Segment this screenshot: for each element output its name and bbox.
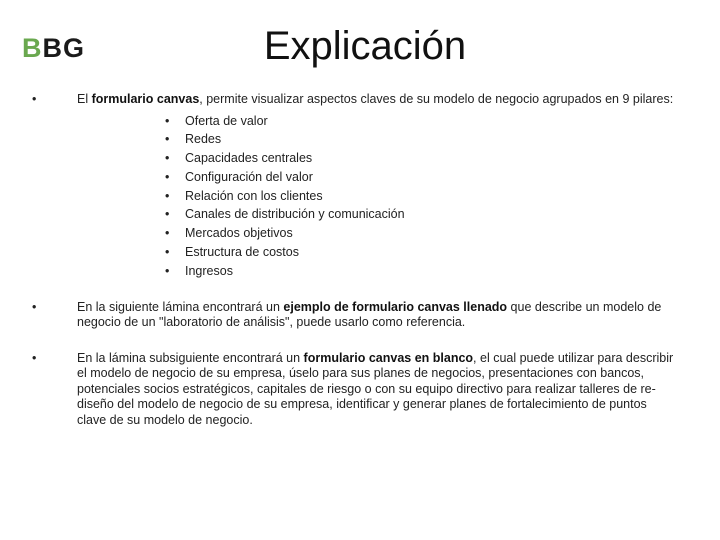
list-item — [165, 224, 677, 243]
blank-form-paragraph — [32, 351, 677, 429]
logo-letters: BG — [42, 33, 85, 63]
example-text-pre: En la siguiente lámina encontrará un — [77, 299, 284, 314]
intro-paragraph — [32, 92, 677, 281]
bullet-icon: • — [165, 263, 170, 278]
bullet-icon: • — [165, 188, 170, 203]
list-item — [165, 149, 677, 168]
list-item — [165, 112, 677, 131]
pillars-list — [77, 112, 677, 281]
intro-text-post: , permite visualizar aspectos claves de su modelo de negocio agrupados en 9 pilares: — [199, 92, 674, 106]
bullet-icon: • — [165, 207, 170, 222]
pillar-label: Ingresos — [185, 263, 233, 278]
example-text-bold: ejemplo de formulario canvas llenado — [283, 299, 508, 314]
bullet-icon: • — [32, 350, 37, 365]
page-title: Explicación — [263, 24, 467, 68]
list-item — [165, 130, 677, 149]
logo-letter-accent: B — [22, 33, 43, 63]
bullet-icon: • — [165, 113, 170, 128]
list-item — [165, 205, 677, 224]
bullet-icon: • — [32, 299, 37, 314]
bullet-icon: • — [165, 226, 170, 241]
pillar-label: Configuración del valor — [185, 169, 313, 184]
bullet-icon: • — [165, 132, 170, 147]
blank-form-text-post: , el cual puede utilizar para describir el modelo de negocio de su empresa, úselo para sus planes de negocios, presentaciones con bancos, potenciales socios estratégicos, capitales de riesgo o con su equipo directivo para realizar talleres de re-diseño del modelo de negocio de su empresa, identificar y generar planes de fortalecimiento de puntos clave de su modelo de negocio. — [77, 350, 674, 427]
list-item — [165, 243, 677, 262]
example-text-post: que describe un modelo de negocio de un "laboratorio de análisis", puede usarlo como referencia. — [77, 299, 662, 330]
blank-form-text-pre: En la lámina subsiguiente encontrará un — [77, 350, 304, 365]
list-item — [165, 187, 677, 206]
bullet-icon: • — [165, 151, 170, 166]
pillar-label: Estructura de costos — [185, 245, 299, 260]
list-item — [165, 262, 677, 281]
pillar-label: Canales de distribución y comunicación — [185, 207, 405, 222]
slide-content — [32, 92, 677, 428]
pillar-label: Capacidades centrales — [185, 151, 313, 166]
pillar-label: Redes — [185, 132, 222, 147]
list-item — [165, 168, 677, 187]
pillar-label: Oferta de valor — [185, 113, 268, 128]
intro-text-bold: formulario canvas — [91, 92, 200, 106]
bullet-icon: • — [165, 169, 170, 184]
bullet-icon: • — [32, 92, 37, 106]
intro-text-pre: El — [77, 92, 92, 106]
brand-logo — [22, 30, 85, 66]
blank-form-text-bold: formulario canvas en blanco — [303, 350, 474, 365]
example-paragraph — [32, 300, 677, 331]
pillar-label: Mercados objetivos — [185, 226, 293, 241]
pillar-label: Relación con los clientes — [185, 188, 323, 203]
bullet-icon: • — [165, 245, 170, 260]
